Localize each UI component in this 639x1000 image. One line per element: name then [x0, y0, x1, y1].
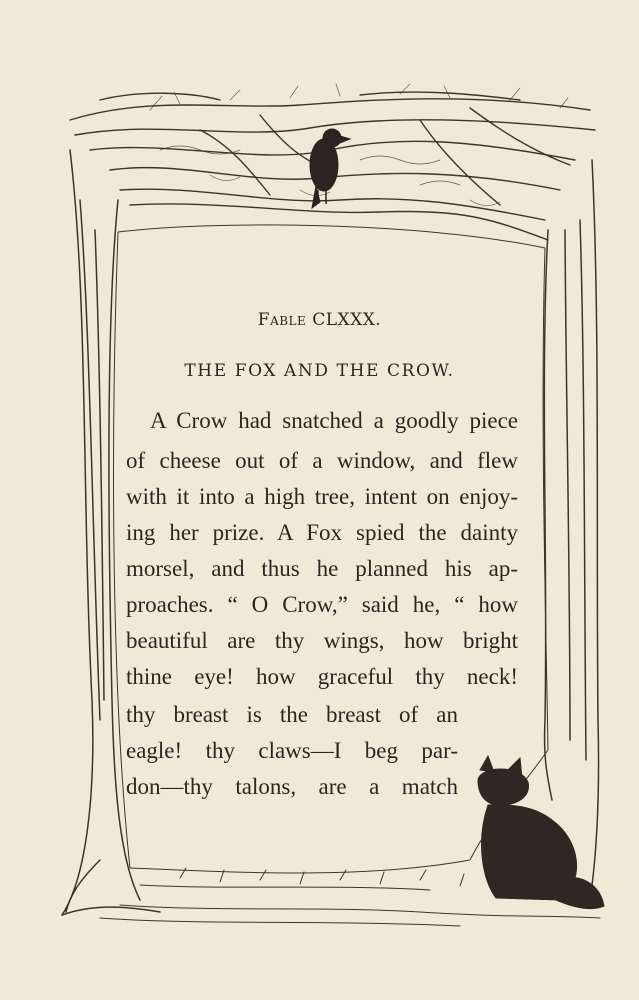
- crow-on-branch: [310, 129, 350, 208]
- body-line: proaches. “ O Crow,” said he, “ how: [126, 592, 518, 617]
- body-line: thy breast is the breast of an: [126, 702, 458, 727]
- body-line: beautiful are thy wings, how bright: [126, 628, 518, 653]
- body-line: eagle! thy claws—I beg par-: [126, 738, 458, 763]
- fable-number: Fable CLXXX.: [257, 310, 382, 330]
- body-line: don—thy talons, are a match: [126, 774, 458, 799]
- fable-title: THE FOX AND THE CROW.: [184, 361, 455, 381]
- body-line: ing her prize. A Fox spied the dainty: [126, 520, 518, 545]
- body-line: morsel, and thus he planned his ap-: [126, 556, 518, 581]
- body-line: A Crow had snatched a goodly piece: [150, 408, 518, 433]
- body-line: with it into a high tree, intent on enjoy-: [126, 484, 518, 509]
- right-tree-trunk: [544, 160, 598, 900]
- fox-sitting: [478, 756, 604, 908]
- body-line: thine eye! how graceful thy neck!: [126, 664, 518, 689]
- body-line: of cheese out of a window, and flew: [126, 448, 518, 473]
